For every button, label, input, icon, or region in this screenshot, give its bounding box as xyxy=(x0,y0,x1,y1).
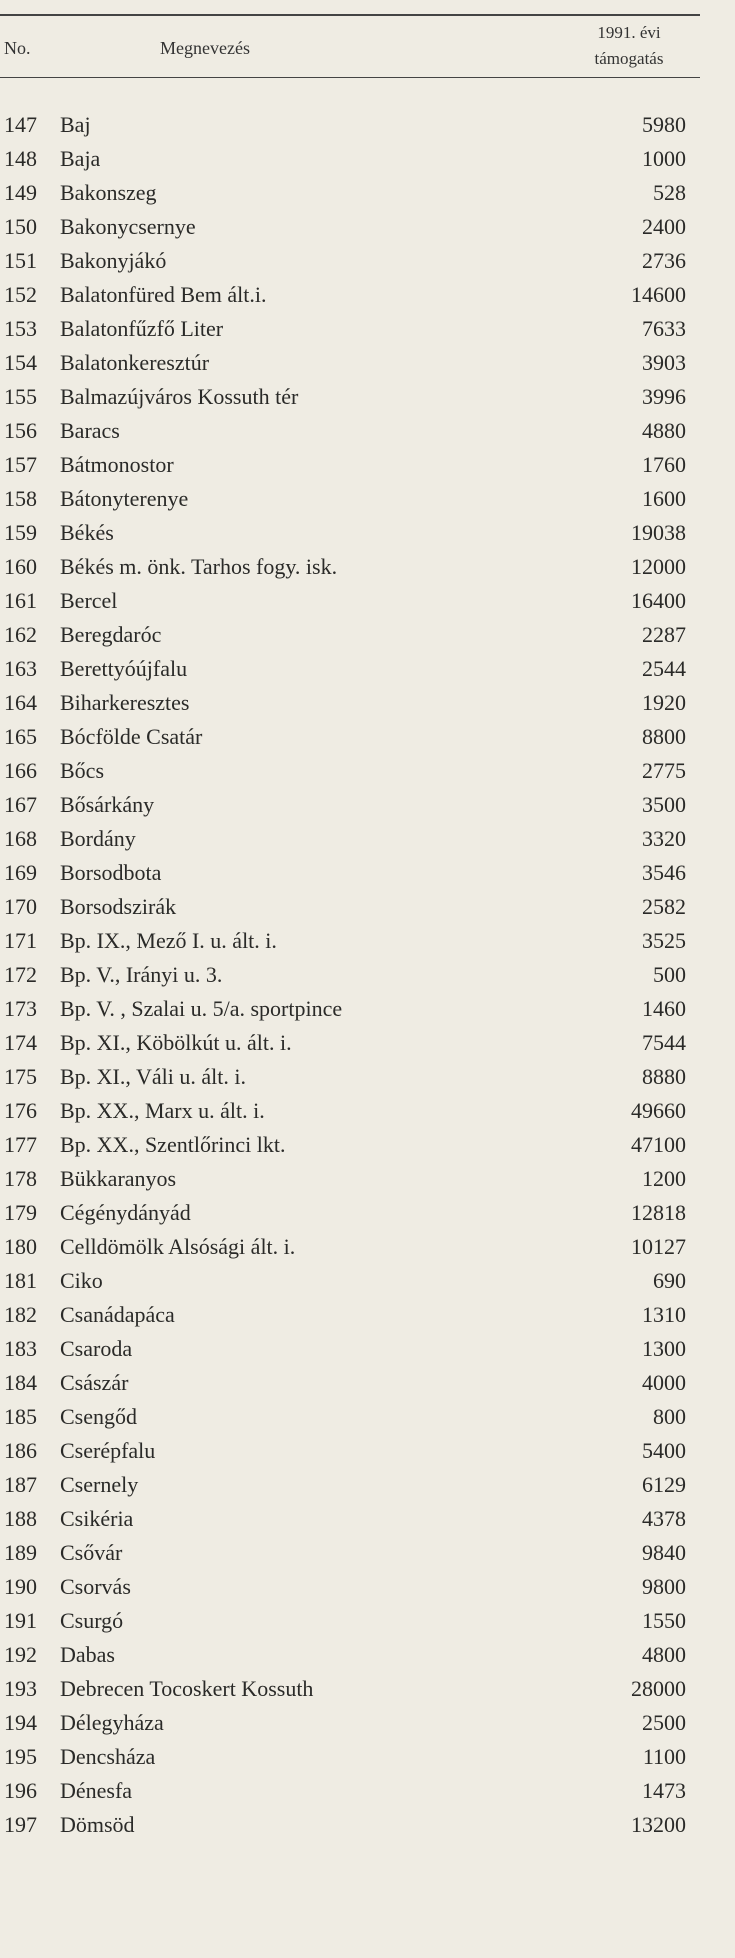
table-row xyxy=(0,278,700,312)
row-name: Berettyóújfalu xyxy=(60,656,188,681)
row-number: 174 xyxy=(4,1030,37,1055)
row-amount: 1600 xyxy=(642,486,686,511)
row-name: Dömsöd xyxy=(60,1812,135,1837)
row-name: Bócfölde Csatár xyxy=(60,724,203,749)
row-name: Bp. XX., Marx u. ált. i. xyxy=(60,1098,265,1123)
table-row xyxy=(0,1162,700,1196)
row-number: 160 xyxy=(4,554,37,579)
row-amount: 1000 xyxy=(642,146,686,171)
table-row xyxy=(0,1230,700,1264)
table-row xyxy=(0,1264,700,1298)
row-name: Baja xyxy=(60,146,101,171)
table-row xyxy=(0,584,700,618)
row-name: Dencsháza xyxy=(60,1744,156,1769)
row-number: 150 xyxy=(4,214,37,239)
row-number: 197 xyxy=(4,1812,37,1837)
row-name: Csaroda xyxy=(60,1336,133,1361)
row-number: 148 xyxy=(4,146,37,171)
table-row xyxy=(0,1332,700,1366)
row-name: Balmazújváros Kossuth tér xyxy=(60,384,299,409)
row-name: Csikéria xyxy=(60,1506,134,1531)
row-name: Balatonfűzfő Liter xyxy=(60,316,224,341)
row-name: Békés xyxy=(60,520,114,545)
row-name: Balatonkeresztúr xyxy=(60,350,210,375)
row-amount: 1200 xyxy=(642,1166,686,1191)
row-name: Bakonyjákó xyxy=(60,248,167,273)
table-row xyxy=(0,1808,700,1842)
table-row xyxy=(0,822,700,856)
table-row xyxy=(0,1740,700,1774)
row-amount: 3320 xyxy=(642,826,686,851)
row-amount: 12818 xyxy=(631,1200,686,1225)
row-amount: 2775 xyxy=(642,758,686,783)
table-row xyxy=(0,856,700,890)
row-number: 189 xyxy=(4,1540,37,1565)
row-number: 169 xyxy=(4,860,37,885)
table-row xyxy=(0,618,700,652)
table-row xyxy=(0,346,700,380)
row-amount: 3903 xyxy=(642,350,686,375)
row-number: 162 xyxy=(4,622,37,647)
table-row xyxy=(0,210,700,244)
row-number: 170 xyxy=(4,894,37,919)
row-amount: 1300 xyxy=(642,1336,686,1361)
table-row xyxy=(0,482,700,516)
row-amount: 8800 xyxy=(642,724,686,749)
row-number: 168 xyxy=(4,826,37,851)
row-name: Bordány xyxy=(60,826,136,851)
row-name: Cégénydányád xyxy=(60,1200,191,1225)
row-number: 172 xyxy=(4,962,37,987)
table-row xyxy=(0,652,700,686)
table-row xyxy=(0,516,700,550)
row-amount: 3546 xyxy=(642,860,686,885)
row-amount: 8880 xyxy=(642,1064,686,1089)
table-row xyxy=(0,1400,700,1434)
row-number: 196 xyxy=(4,1778,37,1803)
row-number: 177 xyxy=(4,1132,37,1157)
row-amount: 16400 xyxy=(631,588,686,613)
table-row xyxy=(0,1298,700,1332)
row-name: Bp. V., Irányi u. 3. xyxy=(60,962,223,987)
table-row xyxy=(0,1706,700,1740)
row-number: 173 xyxy=(4,996,37,1021)
row-number: 154 xyxy=(4,350,37,375)
row-amount: 28000 xyxy=(631,1676,686,1701)
row-name: Cserépfalu xyxy=(60,1438,156,1463)
row-name: Biharkeresztes xyxy=(60,690,190,715)
table-row xyxy=(0,244,700,278)
row-amount: 47100 xyxy=(631,1132,686,1157)
row-name: Baj xyxy=(60,112,91,137)
table-row xyxy=(0,1094,700,1128)
row-name: Csorvás xyxy=(60,1574,131,1599)
table-row xyxy=(0,142,700,176)
row-name: Csengőd xyxy=(60,1404,137,1429)
table-row xyxy=(0,1604,700,1638)
row-number: 155 xyxy=(4,384,37,409)
row-amount: 5980 xyxy=(642,112,686,137)
table-row xyxy=(0,992,700,1026)
row-number: 152 xyxy=(4,282,37,307)
row-amount: 7544 xyxy=(642,1030,686,1055)
table-row xyxy=(0,312,700,346)
table-row xyxy=(0,924,700,958)
row-number: 181 xyxy=(4,1268,37,1293)
table-row xyxy=(0,720,700,754)
table-row xyxy=(0,448,700,482)
row-name: Bercel xyxy=(60,588,118,613)
row-name: Beregdaróc xyxy=(60,622,162,647)
table-row xyxy=(0,1468,700,1502)
table-row xyxy=(0,1502,700,1536)
row-amount: 9800 xyxy=(642,1574,686,1599)
row-amount: 3500 xyxy=(642,792,686,817)
row-number: 149 xyxy=(4,180,37,205)
row-name: Bp. V. , Szalai u. 5/a. sportpince xyxy=(60,996,343,1021)
row-amount: 4378 xyxy=(642,1506,686,1531)
table-row xyxy=(0,1196,700,1230)
row-amount: 528 xyxy=(653,180,686,205)
row-number: 159 xyxy=(4,520,37,545)
row-amount: 4800 xyxy=(642,1642,686,1667)
row-name: Bp. XX., Szentlőrinci lkt. xyxy=(60,1132,286,1157)
row-number: 167 xyxy=(4,792,37,817)
row-amount: 2582 xyxy=(642,894,686,919)
row-number: 182 xyxy=(4,1302,37,1327)
row-amount: 2500 xyxy=(642,1710,686,1735)
row-amount: 7633 xyxy=(642,316,686,341)
row-amount: 10127 xyxy=(631,1234,686,1259)
row-number: 164 xyxy=(4,690,37,715)
column-header-amount-line1: 1991. évi xyxy=(597,23,661,42)
row-name: Bp. IX., Mező I. u. ált. i. xyxy=(60,928,277,953)
header-rule xyxy=(0,77,700,78)
column-header-no: No. xyxy=(4,38,31,58)
table-row xyxy=(0,958,700,992)
row-name: Balatonfüred Bem ált.i. xyxy=(60,282,267,307)
row-amount: 1460 xyxy=(642,996,686,1021)
row-name: Bátonyterenye xyxy=(60,486,189,511)
table-row xyxy=(0,754,700,788)
table-row xyxy=(0,1774,700,1808)
row-name: Borsodbota xyxy=(60,860,162,885)
row-name: Borsodszirák xyxy=(60,894,177,919)
row-amount: 2544 xyxy=(642,656,686,681)
row-number: 188 xyxy=(4,1506,37,1531)
row-amount: 1550 xyxy=(642,1608,686,1633)
row-amount: 14600 xyxy=(631,282,686,307)
table-row xyxy=(0,414,700,448)
column-header-amount-line2: támogatás xyxy=(594,49,664,68)
row-amount: 4000 xyxy=(642,1370,686,1395)
row-amount: 1920 xyxy=(642,690,686,715)
row-amount: 1473 xyxy=(642,1778,686,1803)
table-row xyxy=(0,1026,700,1060)
row-amount: 500 xyxy=(653,962,686,987)
row-number: 171 xyxy=(4,928,37,953)
table-row xyxy=(0,1570,700,1604)
row-number: 176 xyxy=(4,1098,37,1123)
row-number: 163 xyxy=(4,656,37,681)
row-amount: 800 xyxy=(653,1404,686,1429)
row-number: 166 xyxy=(4,758,37,783)
row-number: 161 xyxy=(4,588,37,613)
row-name: Békés m. önk. Tarhos fogy. isk. xyxy=(60,554,338,579)
row-name: Debrecen Tocoskert Kossuth xyxy=(60,1676,314,1701)
row-amount: 6129 xyxy=(642,1472,686,1497)
row-number: 185 xyxy=(4,1404,37,1429)
row-amount: 1760 xyxy=(642,452,686,477)
row-number: 186 xyxy=(4,1438,37,1463)
row-number: 157 xyxy=(4,452,37,477)
row-number: 179 xyxy=(4,1200,37,1225)
row-number: 158 xyxy=(4,486,37,511)
row-amount: 1310 xyxy=(642,1302,686,1327)
table-row xyxy=(0,380,700,414)
table-row xyxy=(0,1434,700,1468)
row-amount: 3996 xyxy=(642,384,686,409)
table-row xyxy=(0,1366,700,1400)
row-name: Csurgó xyxy=(60,1608,124,1633)
row-name: Bőcs xyxy=(60,758,104,783)
row-number: 180 xyxy=(4,1234,37,1259)
row-name: Csanádapáca xyxy=(60,1302,175,1327)
row-number: 190 xyxy=(4,1574,37,1599)
row-number: 191 xyxy=(4,1608,37,1633)
row-name: Délegyháza xyxy=(60,1710,164,1735)
top-rule xyxy=(0,14,700,16)
row-number: 165 xyxy=(4,724,37,749)
row-number: 187 xyxy=(4,1472,37,1497)
row-number: 194 xyxy=(4,1710,37,1735)
row-amount: 13200 xyxy=(631,1812,686,1837)
row-name: Celldömölk Alsósági ált. i. xyxy=(60,1234,296,1259)
row-number: 175 xyxy=(4,1064,37,1089)
row-number: 184 xyxy=(4,1370,37,1395)
table-row xyxy=(0,890,700,924)
table-row xyxy=(0,1672,700,1706)
row-number: 156 xyxy=(4,418,37,443)
row-name: Bakonycsernye xyxy=(60,214,196,239)
row-amount: 3525 xyxy=(642,928,686,953)
row-amount: 2736 xyxy=(642,248,686,273)
table-row xyxy=(0,550,700,584)
row-number: 178 xyxy=(4,1166,37,1191)
column-header-amount xyxy=(574,20,684,72)
row-name: Bp. XI., Köbölkút u. ált. i. xyxy=(60,1030,292,1055)
row-amount: 1100 xyxy=(642,1744,686,1769)
row-name: Csernely xyxy=(60,1472,139,1497)
row-name: Bátmonostor xyxy=(60,452,174,477)
row-amount: 2400 xyxy=(642,214,686,239)
row-name: Császár xyxy=(60,1370,129,1395)
row-number: 153 xyxy=(4,316,37,341)
row-amount: 5400 xyxy=(642,1438,686,1463)
table-row xyxy=(0,686,700,720)
table-row xyxy=(0,788,700,822)
row-name: Dénesfa xyxy=(60,1778,133,1803)
table-row xyxy=(0,1536,700,1570)
row-name: Baracs xyxy=(60,418,120,443)
row-name: Bükkaranyos xyxy=(60,1166,177,1191)
row-name: Ciko xyxy=(60,1268,103,1293)
table-row xyxy=(0,1128,700,1162)
table-row xyxy=(0,1060,700,1094)
table-row xyxy=(0,176,700,210)
row-number: 147 xyxy=(4,112,37,137)
column-header-name: Megnevezés xyxy=(160,38,250,58)
table-row xyxy=(0,1638,700,1672)
table-row xyxy=(0,108,700,142)
row-number: 192 xyxy=(4,1642,37,1667)
row-amount: 690 xyxy=(653,1268,686,1293)
row-number: 195 xyxy=(4,1744,37,1769)
row-name: Bősárkány xyxy=(60,792,155,817)
row-amount: 4880 xyxy=(642,418,686,443)
row-name: Csővár xyxy=(60,1540,123,1565)
row-amount: 19038 xyxy=(631,520,686,545)
row-amount: 2287 xyxy=(642,622,686,647)
support-table xyxy=(0,108,700,1842)
row-number: 151 xyxy=(4,248,37,273)
row-number: 193 xyxy=(4,1676,37,1701)
row-amount: 9840 xyxy=(642,1540,686,1565)
row-number: 183 xyxy=(4,1336,37,1361)
row-name: Bp. XI., Váli u. ált. i. xyxy=(60,1064,246,1089)
row-amount: 12000 xyxy=(631,554,686,579)
row-name: Dabas xyxy=(60,1642,115,1667)
row-amount: 49660 xyxy=(631,1098,686,1123)
row-name: Bakonszeg xyxy=(60,180,157,205)
